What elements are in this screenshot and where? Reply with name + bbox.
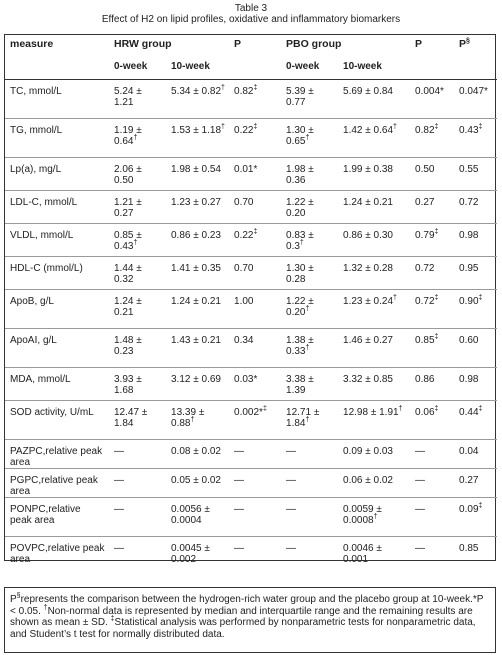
cell-measure: ApoAⅠ, g/L [10,335,57,346]
cell-hrw0: — [114,446,124,457]
cell-pbo0: — [286,504,297,515]
cell-hrw0: 1.48 ± 0.23 [114,335,142,357]
cell-pbo0: — [286,446,297,457]
cell-p2: 0.72 [415,263,435,274]
footnote-text: P§represents the comparison between the hydrogen-rich water group and the placebo group at 10-week.*P < 0.05. †Non-normal data is represented by median and interquartile range and the remaining results are shown as mean ± SD. ‡Statistical analysis was performed by nonparametric tests for nonparametric data, and Student’s t test for normally distributed data. [10,592,484,640]
table-row [5,440,497,469]
cell-measure: Lp(a), mg/L [10,164,62,175]
cell-hrw10: 1.23 ± 0.27 [171,197,221,208]
table-row [5,401,497,440]
cell-hrw0: 1.44 ± 0.32 [114,263,142,285]
header-week0-pbo: 0-week [286,61,320,72]
cell-pbo10: 1.42 ± 0.64† [343,123,397,136]
cell-p2: — [415,543,426,554]
cell-pbo0: 3.38 ± 1.39 [286,374,314,396]
cell-hrw10: 0.05 ± 0.02 [171,475,221,486]
cell-pbo0: 12.71 ± 1.84† [286,407,320,429]
header-week0: 0-week [114,61,148,72]
cell-ps: 0.047* [459,86,488,97]
cell-pbo10: 0.0059 ± 0.0008† [343,504,382,526]
cell-hrw0: 5.24 ± 1.21 [114,86,142,108]
cell-measure: POVPC,relative peak area [10,543,105,565]
cell-p2: 0.79‡ [415,228,439,241]
header-week10: 10-week [171,61,210,72]
cell-ps: 0.43‡ [459,123,483,136]
cell-pbo0: 0.83 ± 0.3† [286,230,314,252]
cell-hrw10: 1.98 ± 0.54 [171,164,221,175]
cell-pbo10: 1.99 ± 0.38 [343,164,393,175]
cell-hrw0: — [114,475,124,486]
cell-ps: 0.55 [459,164,479,175]
cell-pbo10: 0.09 ± 0.03 [343,446,393,457]
cell-hrw0: 1.19 ± 0.64† [114,125,142,147]
table-row [5,329,497,368]
table-number: Table 3 [234,3,268,14]
cell-p2: — [415,446,426,457]
cell-hrw10: 0.0045 ± 0.002 [171,543,210,565]
cell-measure: SOD activity, U/mL [10,407,94,418]
header-week10-pbo: 10-week [343,61,382,72]
cell-ps: 0.98 [459,230,479,241]
table-row [5,158,497,191]
cell-measure: HDL-C (mmol/L) [10,263,83,274]
cell-pbo10: 12.98 ± 1.91† [343,405,403,418]
cell-p1: 0.22‡ [234,228,258,241]
cell-p1: 0.03* [234,374,258,385]
cell-hrw0: 3.93 ± 1.68 [114,374,142,396]
cell-hrw0: 12.47 ± 1.84 [114,407,148,429]
cell-hrw0: — [114,504,124,515]
table-row [5,469,497,498]
header-row-groups [5,35,497,57]
cell-pbo0: — [286,543,297,554]
cell-hrw10: 0.0056 ± 0.0004 [171,504,210,526]
cell-hrw10: 13.39 ± 0.88† [171,407,205,429]
header-p: P [234,38,242,50]
cell-p2: 0.50 [415,164,435,175]
cell-pbo0: 1.30 ± 0.28 [286,263,314,285]
cell-hrw0: 1.24 ± 0.21 [114,296,142,318]
cell-pbo0: 1.38 ± 0.33† [286,335,314,357]
cell-pbo10: 1.24 ± 0.21 [343,197,393,208]
cell-ps: 0.95 [459,263,479,274]
cell-p2: 0.85‡ [415,333,439,346]
cell-hrw10: 1.41 ± 0.35 [171,263,221,274]
cell-ps: 0.27 [459,475,479,486]
cell-p1: — [234,504,245,515]
table-row [5,224,497,257]
cell-p1: 0.82‡ [234,84,258,97]
header-pbo-group: PBO group [286,38,342,50]
table-row [5,257,497,290]
table-row [5,290,497,329]
cell-pbo0: 1.22 ± 0.20 [286,197,314,219]
cell-pbo0: 1.98 ± 0.36 [286,164,314,186]
cell-pbo10: 0.86 ± 0.30 [343,230,393,241]
cell-ps: 0.98 [459,374,479,385]
cell-p2: 0.27 [415,197,435,208]
table-row [5,191,497,224]
cell-ps: 0.04 [459,446,479,457]
table-row [5,498,497,537]
cell-p1: 0.70 [234,263,254,274]
header-hrw-group: HRW group [114,38,172,50]
cell-p1: 0.22‡ [234,123,258,136]
cell-hrw10: 0.08 ± 0.02 [171,446,221,457]
cell-pbo0: 5.39 ± 0.77 [286,86,314,108]
cell-pbo10: 1.32 ± 0.28 [343,263,393,274]
cell-hrw0: 0.85 ± 0.43† [114,230,142,252]
cell-hrw0: — [114,543,124,554]
cell-pbo10: 1.46 ± 0.27 [343,335,393,346]
cell-measure: LDL-C, mmol/L [10,197,78,208]
data-table-frame [4,34,496,565]
cell-ps: 0.44‡ [459,405,483,418]
cell-hrw0: 1.21 ± 0.27 [114,197,142,219]
cell-measure: PAZPC,relative peak area [10,446,103,468]
cell-p2: — [415,475,426,486]
table-row [5,537,497,569]
cell-p2: 0.06‡ [415,405,439,418]
cell-pbo10: 3.32 ± 0.85 [343,374,393,385]
cell-p1: — [234,446,245,457]
cell-measure: VLDL, mmol/L [10,230,74,241]
data-table [5,35,497,569]
cell-pbo10: 5.69 ± 0.84 [343,86,393,97]
cell-p2: 0.004* [415,86,444,97]
cell-p2: — [415,504,426,515]
cell-p2: 0.86 [415,374,435,385]
table-caption [0,3,502,25]
cell-pbo10: 1.23 ± 0.24† [343,294,397,307]
cell-measure: TC, mmol/L [10,86,62,97]
cell-p2: 0.82‡ [415,123,439,136]
cell-p1: — [234,543,245,554]
cell-p1: 1.00 [234,296,254,307]
cell-ps: 0.85 [459,543,479,554]
cell-pbo10: 0.0046 ± 0.001 [343,543,382,565]
cell-hrw10: 3.12 ± 0.69 [171,374,221,385]
header-row-weeks [5,57,497,80]
cell-hrw10: 0.86 ± 0.23 [171,230,221,241]
table-row [5,80,497,119]
cell-p1: — [234,475,245,486]
cell-hrw10: 1.24 ± 0.21 [171,296,221,307]
cell-ps: 0.72 [459,197,479,208]
cell-pbo0: 1.22 ± 0.20† [286,296,314,318]
cell-ps: 0.60 [459,335,479,346]
cell-p1: 0.002*‡ [234,405,267,418]
cell-measure: TG, mmol/L [10,125,63,136]
cell-hrw10: 1.43 ± 0.21 [171,335,221,346]
cell-ps: 0.90‡ [459,294,483,307]
cell-hrw10: 1.53 ± 1.18† [171,123,225,136]
cell-p1: 0.34 [234,335,254,346]
table-row [5,368,497,401]
table-row [5,119,497,158]
cell-p1: 0.70 [234,197,254,208]
cell-p1: 0.01* [234,164,258,175]
cell-measure: PONPC,relative peak area [10,504,81,526]
cell-hrw0: 2.06 ± 0.50 [114,164,142,186]
table-title: Effect of H2 on lipid profiles, oxidative and inflammatory biomarkers [101,14,401,25]
cell-p2: 0.72‡ [415,294,439,307]
cell-measure: ApoB, g/L [10,296,54,307]
cell-hrw10: 5.34 ± 0.82† [171,84,225,97]
header-p-section: P§ [459,37,470,50]
table-footnote [4,587,496,653]
header-measure: measure [10,38,54,50]
cell-ps: 0.09‡ [459,502,483,515]
cell-pbo0: 1.30 ± 0.65† [286,125,314,147]
header-p2: P [415,38,423,50]
cell-pbo10: 0.06 ± 0.02 [343,475,393,486]
cell-measure: MDA, mmol/L [10,374,71,385]
cell-pbo0: — [286,475,297,486]
cell-measure: PGPC,relative peak area [10,475,98,497]
